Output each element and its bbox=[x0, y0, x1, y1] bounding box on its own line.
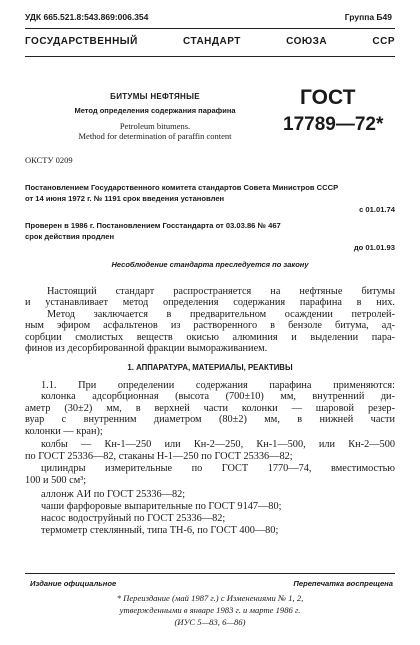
section-1-title: 1. АППАРАТУРА, МАТЕРИАЛЫ, РЕАКТИВЫ bbox=[127, 363, 293, 372]
english-title-line2: Method for determination of paraffin content bbox=[78, 131, 232, 141]
footer-rule bbox=[25, 573, 395, 574]
intro-line: ным эфиром асфальтенов из растворенного в бензоле битума, ад- bbox=[25, 320, 395, 331]
section-1-line: колонки — кран); bbox=[25, 426, 103, 437]
section-1-line: 100 и 500 см³; bbox=[25, 475, 87, 486]
document-subtitle: Метод определения содержания парафина bbox=[74, 106, 236, 115]
okstu-code: ОКСТУ 0209 bbox=[25, 155, 73, 165]
resolution-line2: от 14 июня 1972 г. № 1191 срок введения установлен bbox=[25, 194, 225, 203]
header-rule-top bbox=[25, 28, 395, 29]
verification-date: до 01.01.93 bbox=[353, 243, 395, 252]
gost-label: ГОСТ bbox=[300, 86, 356, 109]
verification-line1: Проверен в 1986 г. Постановлением Госстандарта от 03.03.86 № 467 bbox=[25, 221, 281, 230]
intro-line: сорбции смолистых веществ окисью алюминия и выделении пара- bbox=[25, 332, 395, 343]
intro-line: финов из десорбированной фракции вымораживанием. bbox=[25, 343, 268, 354]
section-1-line: вуар с внутренним диаметром (80±2) мм, в нижней части bbox=[25, 414, 395, 425]
udk-code: УДК 665.521.8:543.869:006.354 bbox=[25, 12, 149, 22]
section-1-line: по ГОСТ 25336—82, стаканы Н-1—250 по ГОСТ 25336—82; bbox=[25, 451, 293, 462]
section-1-line: аллонж АИ по ГОСТ 25336—82; bbox=[41, 489, 186, 500]
header-rule-bottom bbox=[25, 56, 395, 57]
group-code: Группа Б49 bbox=[344, 12, 392, 22]
official-edition-label: Издание официальное bbox=[30, 579, 117, 588]
english-title-line1: Petroleum bitumens. bbox=[119, 121, 191, 131]
section-1-line: цилиндры измерительные по ГОСТ 1770—74, вместимостью bbox=[41, 463, 395, 474]
reissue-note-line3: (ИУС 5—83, 6—86) bbox=[174, 617, 246, 627]
section-1-line: насос водоструйный по ГОСТ 25336—82; bbox=[41, 513, 226, 524]
verification-line2: срок действия продлен bbox=[25, 232, 115, 241]
section-1-line: колбы — Кн-1—250 или Кн-2—250, Кн-1—500, или Кн-2—500 bbox=[41, 439, 395, 450]
document-title: БИТУМЫ НЕФТЯНЫЕ bbox=[110, 92, 200, 101]
section-1-line: аметр (30±2) мм, в верхней части колонки — шаровой резер- bbox=[25, 403, 395, 414]
reissue-note-line2: утвержденными в январе 1983 г. и марте 1986 г. bbox=[119, 605, 301, 615]
resolution-date: с 01.01.74 bbox=[359, 205, 395, 214]
section-1-line: 1.1. При определении содержания парафина применяются: bbox=[41, 380, 395, 391]
intro-line: Настоящий стандарт распространяется на нефтяные битумы bbox=[47, 286, 395, 297]
reprint-prohibited-label: Перепечатка воспрещена bbox=[293, 579, 393, 588]
intro-line: Метод заключается в предварительном осаждении петролей- bbox=[47, 309, 395, 320]
prosecution-notice: Несоблюдение стандарта преследуется по закону bbox=[111, 260, 309, 269]
reissue-note-line1: * Переиздание (май 1987 г.) с Изменениями № 1, 2, bbox=[116, 593, 304, 603]
section-1-line: колонка адсорбционная (высота (700±10) мм, внутренний ди- bbox=[41, 391, 395, 402]
resolution-line1: Постановлением Государственного комитета стандартов Совета Министров СССР bbox=[25, 183, 339, 192]
intro-line: и устанавливает метод определения содержания парафина в них. bbox=[25, 297, 395, 308]
section-1-line: чаши фарфоровые выпарительные по ГОСТ 9147—80; bbox=[41, 501, 282, 512]
section-1-line: термометр стеклянный, типа ТН-6, по ГОСТ 400—80; bbox=[41, 525, 279, 536]
gost-number: 17789—72* bbox=[283, 114, 384, 135]
state-standard-title: ГОСУДАРСТВЕННЫЙ СТАНДАРТ СОЮЗА ССР bbox=[25, 36, 395, 47]
